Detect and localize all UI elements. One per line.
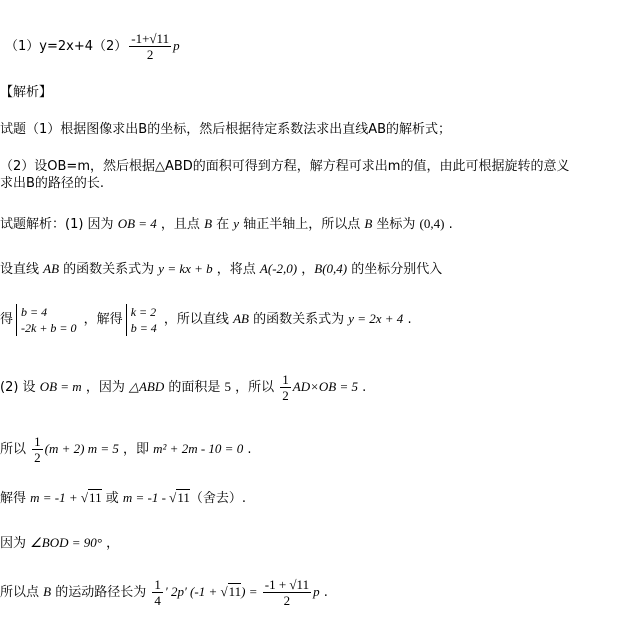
fraction-denominator: 2 <box>282 388 289 403</box>
answer-fraction <box>129 31 171 62</box>
math-point-b: B(0,4) <box>314 261 348 276</box>
text: 解得 <box>0 491 31 506</box>
fraction-numerator: -1 + √11 <box>264 577 310 592</box>
half-fraction <box>280 372 291 403</box>
text: . <box>444 217 453 232</box>
text: 所以 <box>0 442 31 457</box>
sqrt-sign: √ <box>220 584 228 599</box>
equation: b = 4 <box>130 320 157 335</box>
math-coord: (0,4) <box>419 216 445 231</box>
idea-part1: 试题（1）根据图像求出B的坐标，然后根据待定系数法求出直线AB的解析式； <box>0 122 452 137</box>
sqrt-sign: √ <box>80 490 89 505</box>
fraction-numerator: 1 <box>282 372 289 387</box>
text: ，且点 <box>156 217 205 232</box>
math-point-a: A(-2,0) <box>259 261 298 276</box>
text: . <box>243 442 252 457</box>
text: 得 <box>0 312 14 327</box>
math-point: B <box>204 216 213 231</box>
text: ，所以 <box>231 380 279 395</box>
text: 的运动路径长为 <box>51 585 151 600</box>
equation: b = 4 <box>21 304 48 319</box>
solution-system <box>126 304 157 336</box>
pi-symbol: p <box>173 38 180 53</box>
idea-part2-line1: （2）设OB=m，然后根据△ABD的面积可得到方程，解方程可求出m的值，由此可根据旋转的意义 <box>0 159 570 174</box>
text: ， <box>101 536 120 551</box>
math-func: y = 2x + 4 <box>348 311 404 326</box>
text: ，因为 <box>81 380 129 395</box>
math-root-expr: m = -1 - <box>122 490 170 505</box>
math-value: 5 <box>224 379 231 394</box>
analysis-heading: 【解析】 <box>0 85 53 100</box>
equation: -2k + b = 0 <box>21 320 77 335</box>
equation: k = 2 <box>130 304 157 319</box>
solution-line-5 <box>0 432 251 467</box>
math-expr: AD×OB = 5 <box>292 379 358 394</box>
solution-line-2 <box>0 260 442 279</box>
solution-line-1 <box>0 215 453 234</box>
text: ，所以直线 <box>159 312 234 327</box>
math-expr: OB = m <box>39 379 82 394</box>
text: 试题解析：(1) 因为 <box>0 217 118 232</box>
text: 的坐标分别代入 <box>347 262 443 277</box>
result-fraction <box>263 577 311 608</box>
math-root-expr: m = -1 + <box>30 490 81 505</box>
text: 设直线 <box>0 262 44 277</box>
math-expr: ′ 2p′ (-1 + <box>164 584 221 599</box>
fraction-denominator: 2 <box>146 47 154 62</box>
answer-line <box>5 31 180 62</box>
text: 的函数关系式为 <box>248 312 349 327</box>
text: . <box>357 380 367 395</box>
text: ，即 <box>118 442 154 457</box>
fraction-numerator: 1 <box>154 577 161 592</box>
text: . <box>403 312 412 327</box>
math-point: B <box>43 584 52 599</box>
math-triangle: △ABD <box>128 379 165 394</box>
fraction-denominator: 2 <box>34 450 41 465</box>
fraction-denominator: 2 <box>283 593 291 608</box>
text: ， <box>297 262 315 277</box>
half-fraction <box>32 434 43 465</box>
solution-line-7 <box>0 534 119 553</box>
text: ，将点 <box>212 262 260 277</box>
math-point: B <box>364 216 373 231</box>
math-expr: (m + 2) m = 5 <box>44 441 119 456</box>
text: 的面积是 <box>164 380 225 395</box>
solution-line-4 <box>0 370 366 405</box>
sqrt-sign: √ <box>169 490 177 505</box>
equation-system <box>16 304 77 336</box>
pi-symbol: p <box>313 584 320 599</box>
math-line: AB <box>233 311 249 326</box>
math-angle: ∠BOD = 90° <box>30 535 102 550</box>
text: 所以点 <box>0 585 44 600</box>
sqrt-radicand: 11 <box>177 490 190 505</box>
math-expr: ) = <box>241 584 261 599</box>
idea-part2-line2: 求出B的路径的长. <box>0 176 105 191</box>
text: （舍去）. <box>189 491 246 506</box>
math-expr: OB = 4 <box>117 216 157 231</box>
text: 在 <box>212 217 234 232</box>
text: 因为 <box>0 536 31 551</box>
text: 的函数关系式为 <box>59 262 159 277</box>
solution-line-8 <box>0 572 328 613</box>
fraction-numerator: -1+√11 <box>131 31 170 46</box>
text: . <box>319 585 328 600</box>
text: 或 <box>101 491 123 506</box>
math-func: y = kx + b <box>158 261 213 276</box>
text: (2) 设 <box>0 380 40 395</box>
math-equation: m² + 2m - 10 = 0 <box>153 441 244 456</box>
sqrt-radicand: 11 <box>89 490 102 505</box>
text: ，解得 <box>79 312 123 327</box>
solution-line-6 <box>0 489 246 508</box>
sqrt-radicand: 11 <box>228 584 242 599</box>
text: 轴正半轴上，所以点 <box>239 217 365 232</box>
solution-line-3 <box>0 302 412 337</box>
text: 坐标为 <box>372 217 420 232</box>
answer-part1: （1）y=2x+4（2） <box>5 39 128 54</box>
fraction-denominator: 4 <box>154 593 161 608</box>
math-line: AB <box>43 261 60 276</box>
fraction-numerator: 1 <box>34 434 41 449</box>
math-axis: y <box>233 216 240 231</box>
quarter-fraction <box>152 577 163 608</box>
